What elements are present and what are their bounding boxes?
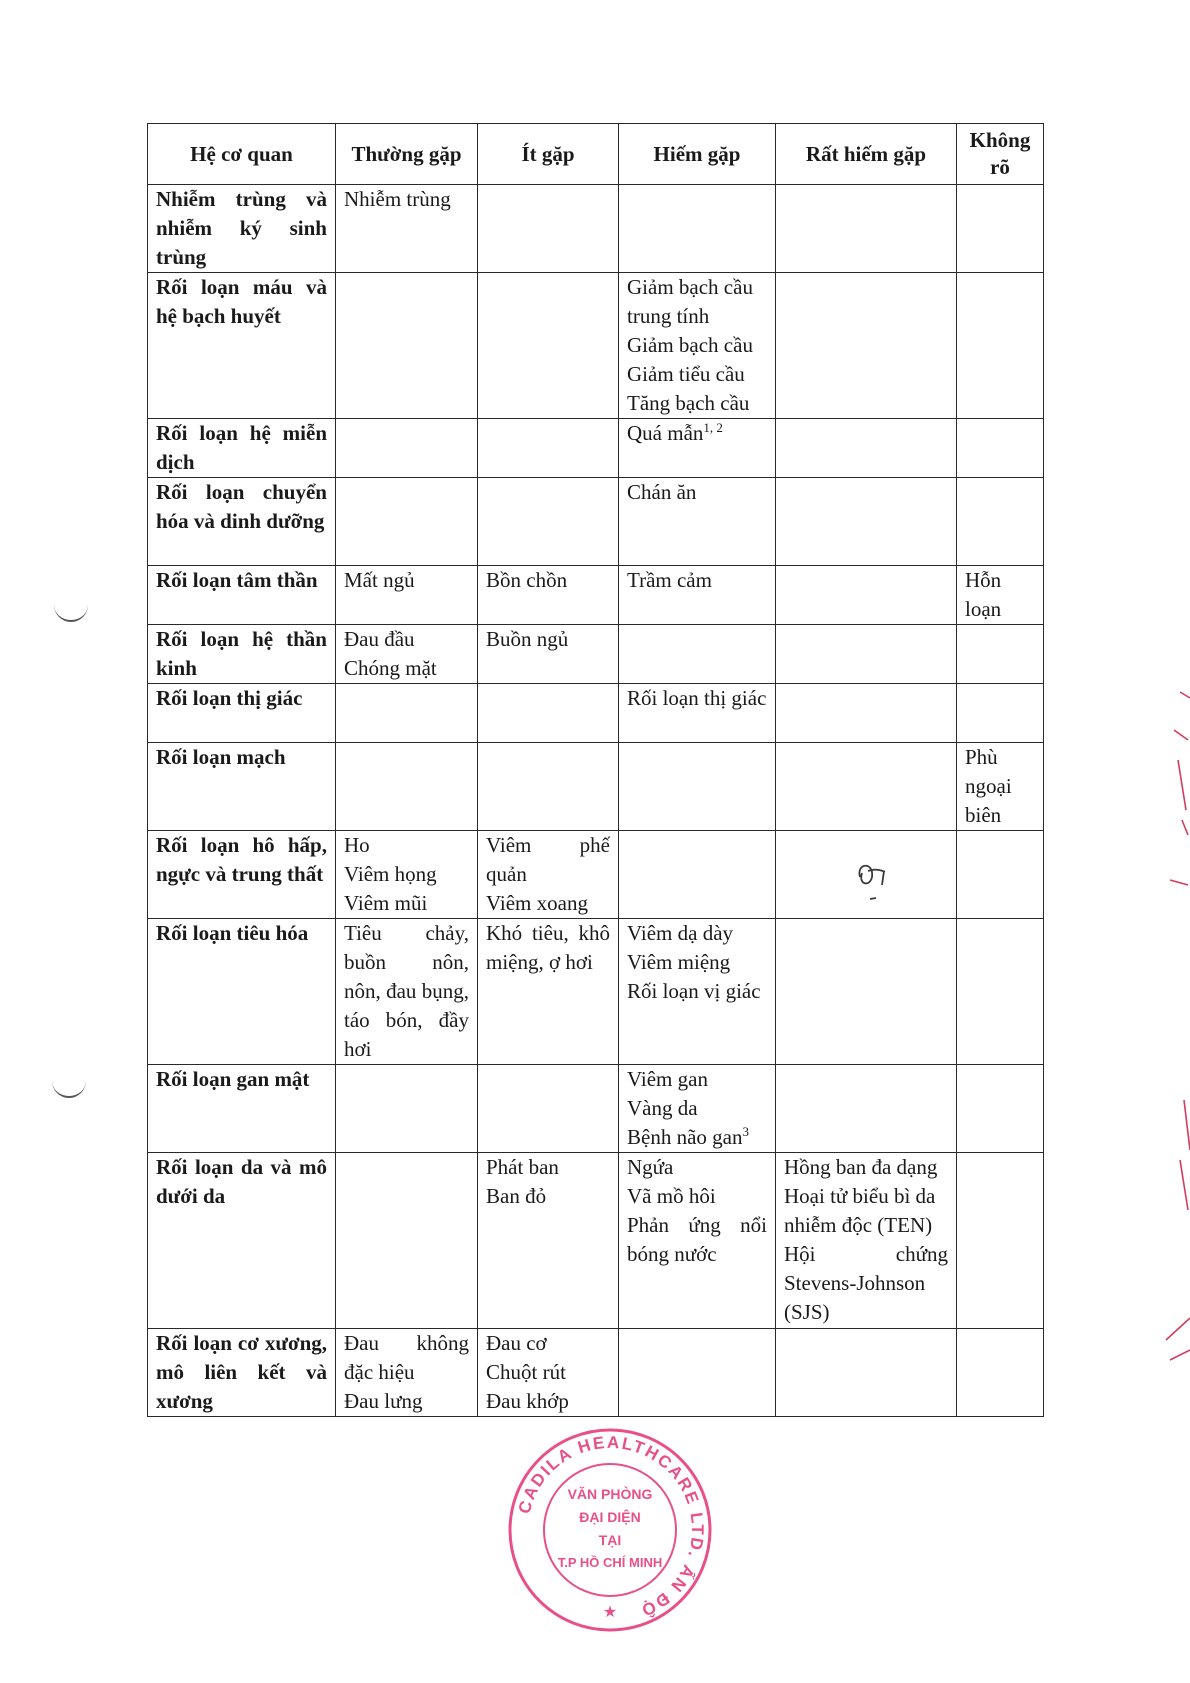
- stamp-star-icon: ★: [602, 1604, 618, 1621]
- rare-cell: [619, 1329, 776, 1417]
- header-very-rare: Rất hiếm gặp: [776, 124, 957, 185]
- unknown-cell: [957, 684, 1044, 743]
- very-rare-cell: [776, 1065, 957, 1153]
- common-cell: Mất ngủ: [336, 566, 478, 625]
- very-rare-cell: [776, 478, 957, 566]
- rare-cell: Trầm cảm: [619, 566, 776, 625]
- table-row: [148, 919, 1044, 1065]
- organ-cell: Rối loạn hệ thần kinh: [148, 625, 336, 684]
- very-rare-cell: [776, 1329, 957, 1417]
- header-common: Thường gặp: [336, 124, 478, 185]
- common-cell: Ho Viêm họng Viêm mũi: [336, 831, 478, 919]
- table-row: [148, 684, 1044, 743]
- very-rare-cell: Hồng ban đa dạng Hoại tử biểu bì da nhiễm độc (TEN) Hội chứng Stevens-Johnson (SJS): [776, 1153, 957, 1329]
- rare-cell: [619, 743, 776, 831]
- organ-cell: Rối loạn chuyển hóa và dinh dưỡng: [148, 478, 336, 566]
- organ-cell: Rối loạn thị giác: [148, 684, 336, 743]
- unknown-cell: [957, 1329, 1044, 1417]
- rare-cell: Rối loạn thị giác: [619, 684, 776, 743]
- company-stamp: [505, 1425, 715, 1635]
- rare-cell: [619, 625, 776, 684]
- rare-cell: Viêm dạ dày Viêm miệng Rối loạn vị giác: [619, 919, 776, 1065]
- table-row: [148, 419, 1044, 478]
- very-rare-cell: [776, 919, 957, 1065]
- uncommon-cell: Phát ban Ban đỏ: [478, 1153, 619, 1329]
- handwritten-initial: [852, 855, 902, 905]
- rare-cell: Viêm gan Vàng da Bệnh não gan$^3$: [619, 1065, 776, 1153]
- common-cell: Nhiễm trùng: [336, 185, 478, 273]
- uncommon-cell: [478, 478, 619, 566]
- table-header-row: [148, 124, 1044, 185]
- table-row: [148, 831, 1044, 919]
- organ-cell: Rối loạn máu và hệ bạch huyết: [148, 273, 336, 419]
- unknown-cell: [957, 273, 1044, 419]
- organ-cell: Rối loạn tiêu hóa: [148, 919, 336, 1065]
- uncommon-cell: [478, 1065, 619, 1153]
- organ-cell: Nhiễm trùng và nhiễm ký sinh trùng: [148, 185, 336, 273]
- rare-cell: [619, 831, 776, 919]
- uncommon-cell: Bồn chồn: [478, 566, 619, 625]
- common-cell: [336, 743, 478, 831]
- common-cell: [336, 478, 478, 566]
- organ-cell: Rối loạn cơ xương, mô liên kết và xương: [148, 1329, 336, 1417]
- very-rare-cell: [776, 684, 957, 743]
- table-row: [148, 1065, 1044, 1153]
- unknown-cell: [957, 919, 1044, 1065]
- rare-cell: [619, 185, 776, 273]
- binder-hole-top: [54, 602, 88, 622]
- very-rare-cell: [776, 273, 957, 419]
- uncommon-cell: [478, 743, 619, 831]
- rare-cell: Ngứa Vã mồ hôi Phản ứng nổi bóng nước: [619, 1153, 776, 1329]
- scan-edge-marks-right: [1160, 690, 1190, 1390]
- common-cell: [336, 1153, 478, 1329]
- uncommon-cell: Khó tiêu, khô miệng, ợ hơi: [478, 919, 619, 1065]
- header-organ-system: Hệ cơ quan: [148, 124, 336, 185]
- rare-cell: Chán ăn: [619, 478, 776, 566]
- very-rare-cell: [776, 419, 957, 478]
- unknown-cell: [957, 625, 1044, 684]
- unknown-cell: Hỗn loạn: [957, 566, 1044, 625]
- unknown-cell: [957, 1153, 1044, 1329]
- unknown-cell: [957, 1065, 1044, 1153]
- uncommon-cell: [478, 185, 619, 273]
- organ-cell: Rối loạn hệ miễn dịch: [148, 419, 336, 478]
- table-row: [148, 185, 1044, 273]
- uncommon-cell: Đau cơ Chuột rút Đau khớp: [478, 1329, 619, 1417]
- unknown-cell: [957, 419, 1044, 478]
- uncommon-cell: [478, 684, 619, 743]
- header-unknown: Không rõ: [957, 124, 1044, 185]
- header-uncommon: Ít gặp: [478, 124, 619, 185]
- very-rare-cell: [776, 566, 957, 625]
- table-row: [148, 566, 1044, 625]
- organ-cell: Rối loạn tâm thần: [148, 566, 336, 625]
- uncommon-cell: [478, 273, 619, 419]
- organ-cell: Rối loạn da và mô dưới da: [148, 1153, 336, 1329]
- table-row: [148, 1153, 1044, 1329]
- rare-cell: Giảm bạch cầu trung tính Giảm bạch cầu Giảm tiểu cầu Tăng bạch cầu: [619, 273, 776, 419]
- table-row: [148, 478, 1044, 566]
- organ-cell: Rối loạn gan mật: [148, 1065, 336, 1153]
- stamp-line-4: T.P HỒ CHÍ MINH: [557, 1555, 663, 1570]
- common-cell: [336, 273, 478, 419]
- very-rare-cell: [776, 185, 957, 273]
- common-cell: [336, 419, 478, 478]
- unknown-cell: Phù ngoại biên: [957, 743, 1044, 831]
- table-row: [148, 625, 1044, 684]
- footnote-ref: 1, 2: [703, 420, 723, 435]
- unknown-cell: [957, 478, 1044, 566]
- common-cell: Tiêu chảy, buồn nôn, nôn, đau bụng, táo bón, đầy hơi: [336, 919, 478, 1065]
- header-rare: Hiếm gặp: [619, 124, 776, 185]
- organ-cell: Rối loạn hô hấp, ngực và trung thất: [148, 831, 336, 919]
- common-cell: [336, 1065, 478, 1153]
- table-row: [148, 743, 1044, 831]
- very-rare-cell: [776, 743, 957, 831]
- stamp-line-2: ĐẠI DIỆN: [579, 1509, 641, 1525]
- stamp-line-3: TẠI: [598, 1532, 622, 1548]
- rare-cell: Quá mẫn$^{1, 2}$: [619, 419, 776, 478]
- stamp-line-1: VĂN PHÒNG: [567, 1486, 653, 1502]
- common-cell: [336, 684, 478, 743]
- table-row: [148, 1329, 1044, 1417]
- unknown-cell: [957, 831, 1044, 919]
- adverse-effects-table: [147, 123, 1044, 1417]
- uncommon-cell: [478, 419, 619, 478]
- stamp-outer-text: CADILA HEALTHCARE LTD. ẤN ĐỘ: [514, 1432, 708, 1621]
- footnote-ref: 3: [742, 1124, 749, 1139]
- binder-hole-bottom: [52, 1078, 86, 1098]
- very-rare-cell: [776, 625, 957, 684]
- organ-cell: Rối loạn mạch: [148, 743, 336, 831]
- uncommon-cell: Buồn ngủ: [478, 625, 619, 684]
- unknown-cell: [957, 185, 1044, 273]
- common-cell: Đau đầu Chóng mặt: [336, 625, 478, 684]
- table-row: [148, 273, 1044, 419]
- common-cell: Đau không đặc hiệu Đau lưng: [336, 1329, 478, 1417]
- uncommon-cell: Viêm phế quản Viêm xoang: [478, 831, 619, 919]
